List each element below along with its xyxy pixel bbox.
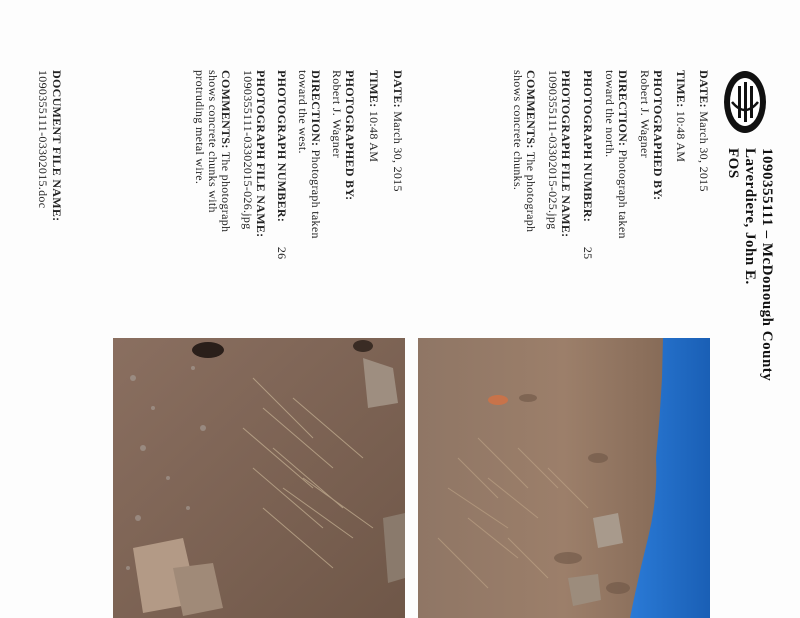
- photo1-comments-value-2: shows concrete chunks.: [511, 70, 525, 191]
- photo2-time: [366, 70, 381, 162]
- photo1-comments: [523, 70, 538, 232]
- photo2-direction-label: DIRECTION:: [309, 70, 323, 147]
- photo1-time-label: TIME:: [674, 70, 688, 108]
- photo1-photo-number-label: PHOTOGRAPH NUMBER:: [581, 70, 595, 223]
- photo1-file-name-value: 1090355111-03302015-025.jpg: [546, 70, 560, 230]
- photo2-time-label: TIME:: [367, 70, 381, 108]
- site-photo-1: [418, 338, 710, 618]
- photo2-direction-value-2: toward the west.: [296, 70, 310, 154]
- photo2-file-name-label: PHOTOGRAPH FILE NAME:: [254, 70, 268, 238]
- photo1-direction-value-2: toward the north.: [603, 70, 617, 158]
- photo2-time-value: 10:48 AM: [367, 110, 381, 163]
- photo2-comments-label: COMMENTS:: [219, 70, 233, 149]
- document-file-name-value: 1090355111-03302015.doc: [36, 70, 50, 209]
- photo1-photographed-by-value: Robert J. Wagner: [638, 70, 652, 158]
- document-file-name-label: DOCUMENT FILE NAME:: [50, 70, 64, 222]
- photo1-photo-number: [580, 70, 595, 259]
- photo2-direction: [308, 70, 323, 239]
- photo1-date-value: March 30, 2015: [697, 111, 711, 192]
- photo1-date-label: DATE:: [697, 70, 711, 108]
- photo2-direction-value-1: Photograph taken: [309, 149, 323, 239]
- photo2-date-label: DATE:: [391, 70, 405, 108]
- header-fos: FOS: [725, 148, 741, 179]
- photo1-direction-value-1: Photograph taken: [616, 149, 630, 239]
- photo2-comments-value-3: protruding metal wire.: [193, 70, 207, 185]
- agency-logo-icon: [722, 68, 768, 136]
- photo2-comments-value-1: The photograph: [219, 151, 233, 233]
- header-title: 1090355111 – McDonough County: [759, 148, 775, 382]
- photo2-photo-number-value: 26: [275, 246, 289, 260]
- photo1-time: [673, 70, 688, 162]
- header-subtitle: Laverdiere, John E.: [742, 148, 758, 285]
- photo1-photographed-by-label: PHOTOGRAPHED BY:: [651, 70, 665, 201]
- photo1-comments-label: COMMENTS:: [524, 70, 538, 149]
- photo1-direction-label: DIRECTION:: [616, 70, 630, 147]
- photo1-direction: [615, 70, 630, 239]
- photo2-photo-number-label: PHOTOGRAPH NUMBER:: [275, 70, 289, 223]
- photo1-comments-value-1: The photograph: [524, 151, 538, 233]
- photo2-photographed-by-value: Robert J. Wagner: [330, 70, 344, 158]
- photo1-file-name-label: PHOTOGRAPH FILE NAME:: [559, 70, 573, 238]
- site-photo-2: [113, 338, 405, 618]
- photo2-date-value: March 30, 2015: [391, 111, 405, 192]
- photo1-date: [696, 70, 711, 192]
- photo1-time-value: 10:48 AM: [674, 110, 688, 163]
- photo2-file-name-value: 1090355111-03302015-026.jpg: [241, 70, 255, 230]
- photo2-comments: [218, 70, 233, 232]
- photo2-date: [390, 70, 405, 192]
- photo1-photo-number-value: 25: [581, 246, 595, 260]
- photo2-comments-value-2: shows concrete chunks with: [206, 70, 220, 213]
- photo2-photo-number: [274, 70, 289, 259]
- photo2-photographed-by-label: PHOTOGRAPHED BY:: [343, 70, 357, 201]
